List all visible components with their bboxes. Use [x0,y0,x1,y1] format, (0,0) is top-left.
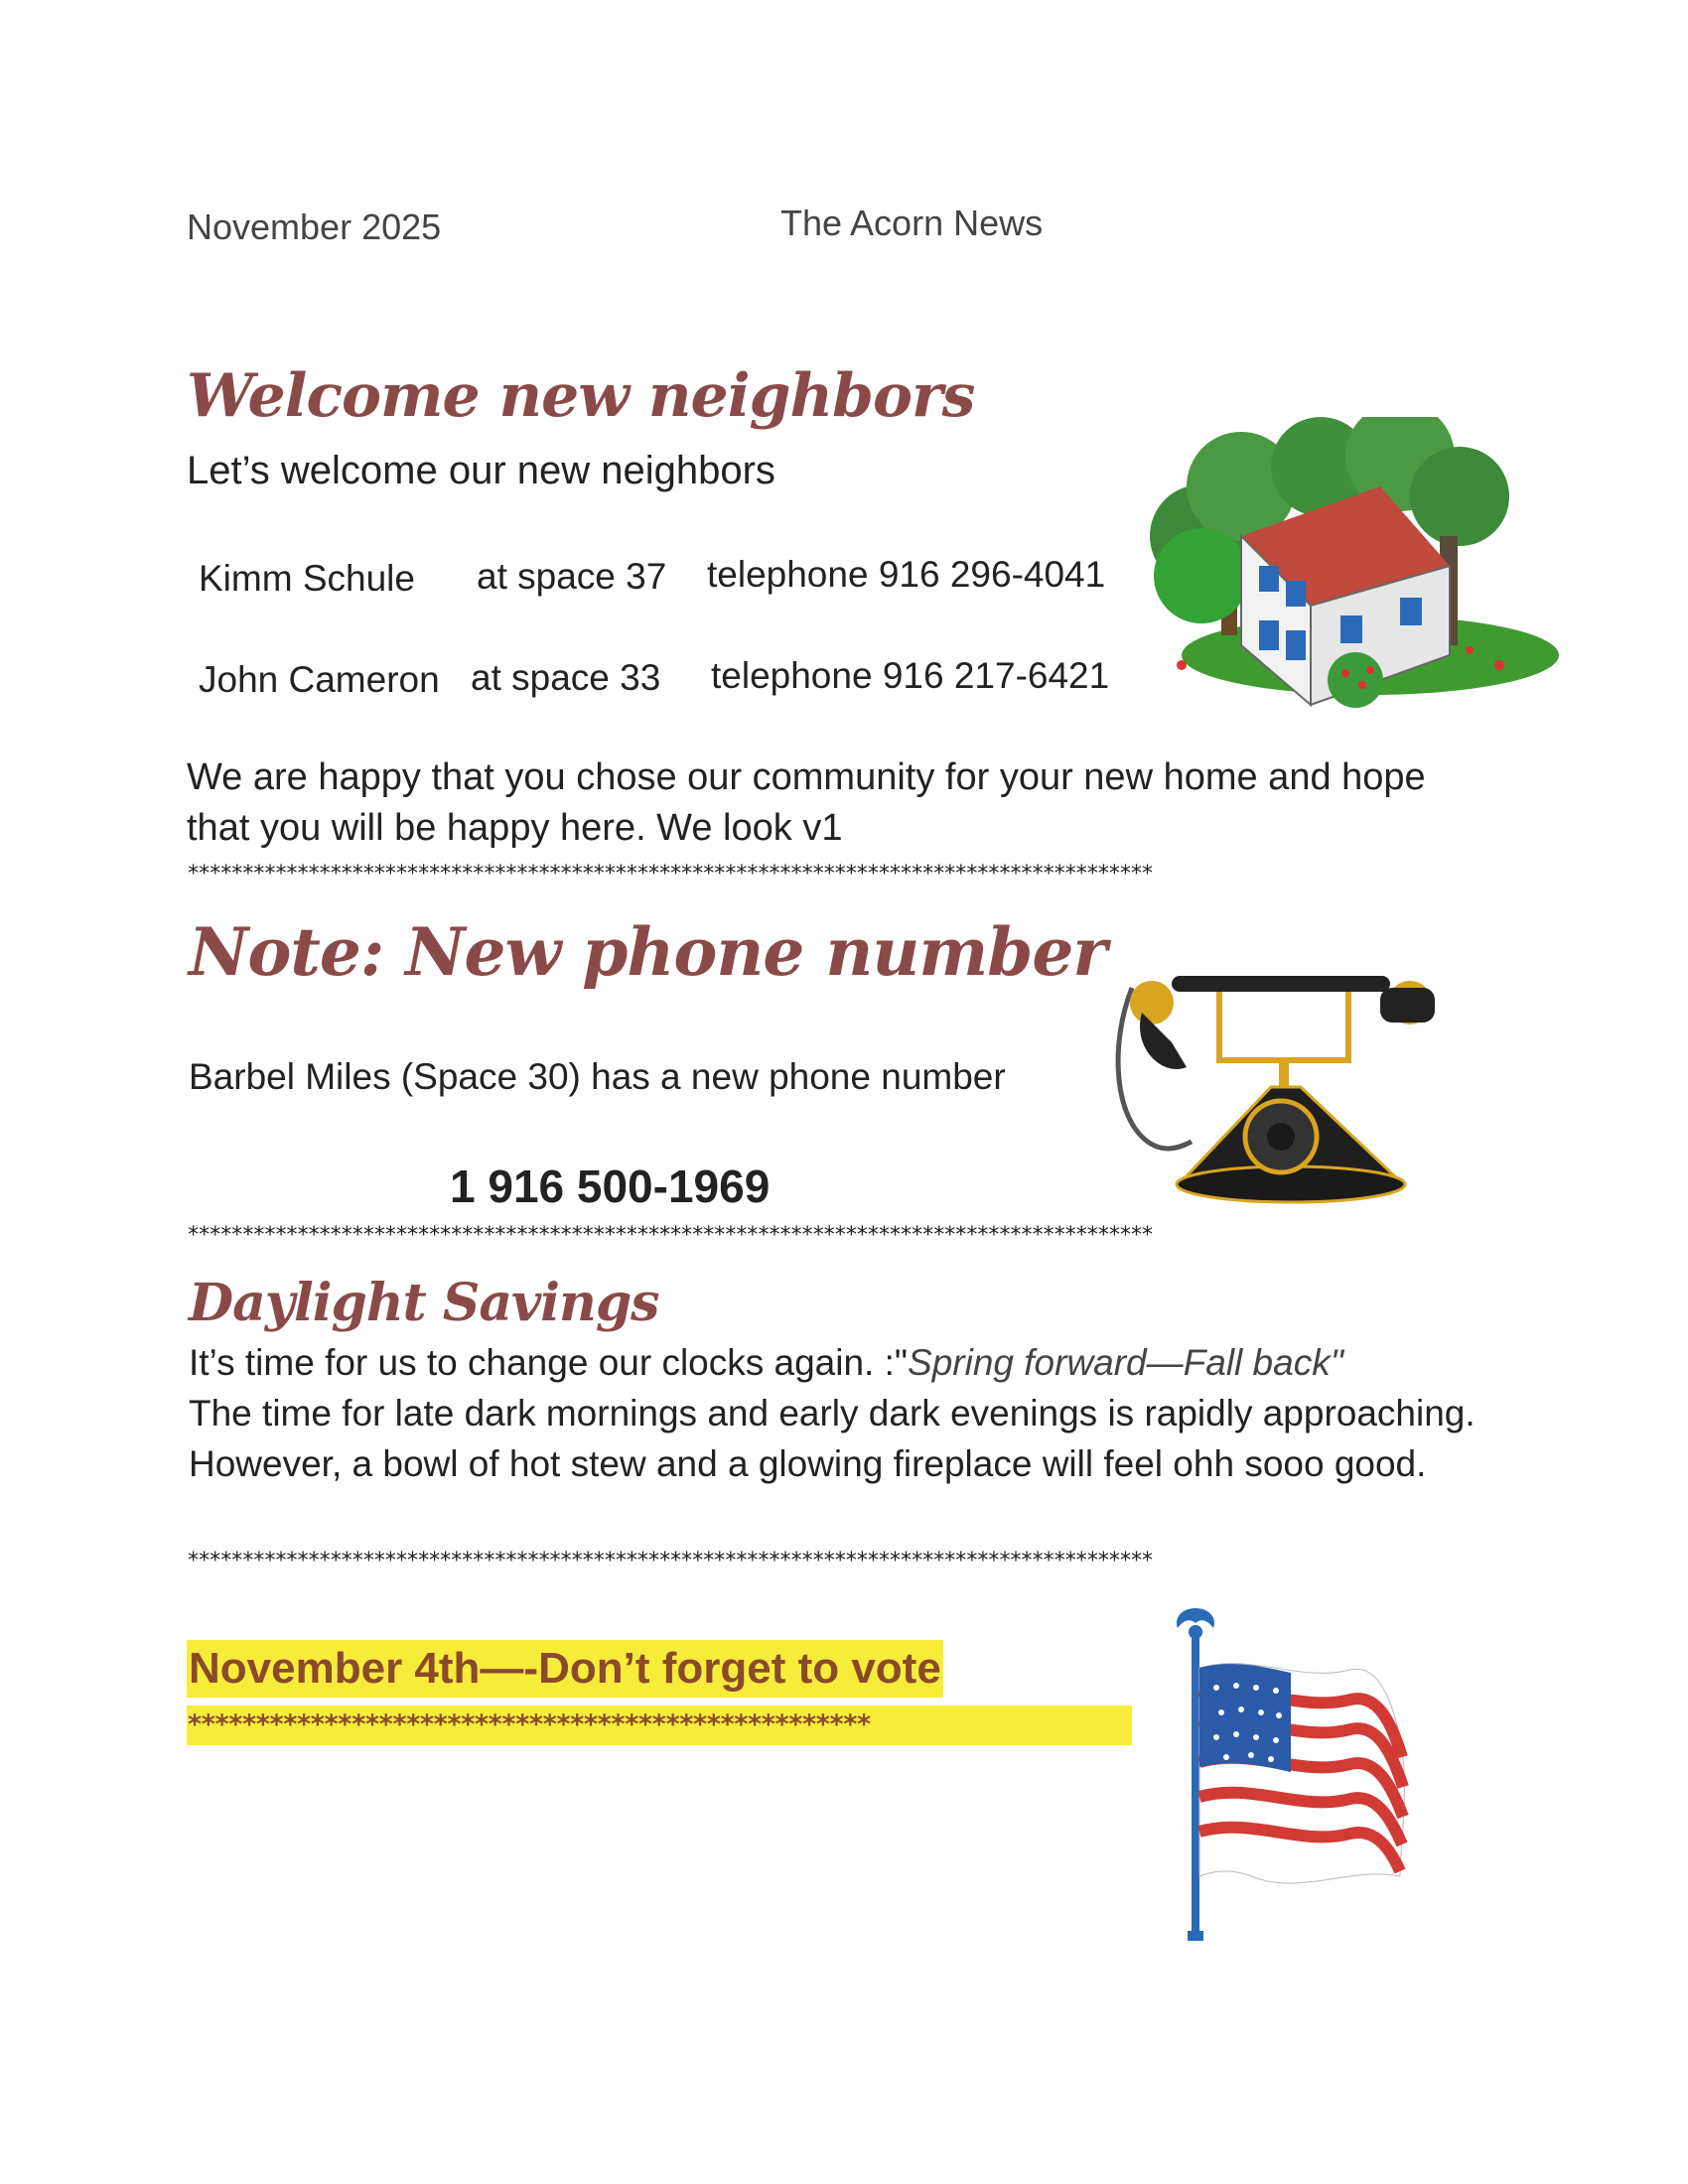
separator-2: **************************************************************************************** [187,1223,1152,1248]
newsletter-title: The Acorn News [780,203,1044,243]
neighbor-2-space: at space 33 [471,657,661,698]
newsletter-date: November 2025 [187,206,442,247]
daylight-line1-plain: It’s time for us to change our clocks again. :" [189,1342,909,1383]
neighbor-2-phone: telephone 916 217-6421 [711,655,1110,696]
neighbor-1-phone: telephone 916 296-4041 [707,554,1106,595]
welcome-heading: Welcome new neighbors [187,361,975,431]
neighbor-2-name: John Cameron [199,659,440,700]
vote-stars: ************************************************** [187,1706,1132,1745]
vote-reminder: November 4th—-Don’t forget to vote [187,1640,943,1698]
daylight-heading: Daylight Savings [189,1273,659,1333]
separator-3: **************************************************************************************** [187,1549,1152,1573]
house-trees-icon [1142,417,1559,725]
daylight-line1-italic: Spring forward—Fall back" [908,1342,1343,1383]
welcome-intro: Let’s welcome our new neighbors [187,449,775,492]
neighbor-1-name: Kimm Schule [199,558,415,599]
american-flag-icon [1152,1598,1430,1946]
neighbor-1-space: at space 37 [477,556,667,597]
daylight-line1 [189,1342,1343,1384]
antique-telephone-icon [1102,958,1460,1226]
daylight-body: The time for late dark mornings and early dark evenings is rapidly approaching. However, a bowl of hot stew and a glowing fireplace will feel ohh sooo good. [189,1393,1476,1484]
new-phone-number: 1 916 500-1969 [450,1160,771,1212]
welcome-message: We are happy that you chose our community for your new home and hope that you will be happy here. We look v1 [187,756,1426,849]
separator-1: **************************************************************************************** [187,862,1152,887]
phone-note-text: Barbel Miles (Space 30) has a new phone number [189,1056,1006,1097]
phone-note-heading: Note: New phone number [189,913,1107,991]
